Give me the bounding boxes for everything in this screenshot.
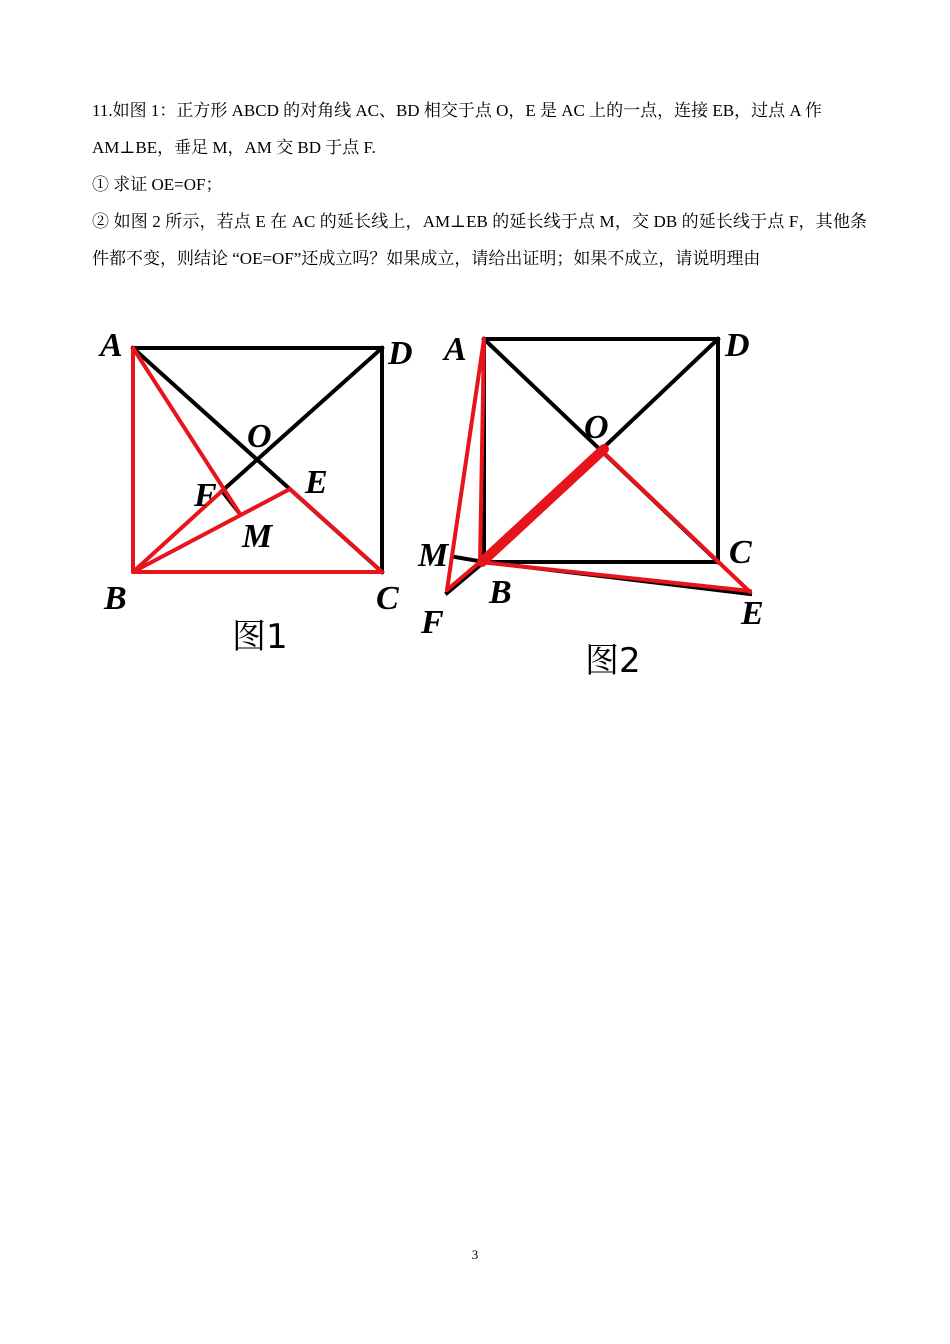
problem-part-1: ① 求证 OE=OF； <box>92 175 223 194</box>
fig1-caption: 图1 <box>232 617 288 657</box>
fig2-label-m: M <box>418 537 449 574</box>
fig1-label-f: F <box>194 477 217 514</box>
problem-part-2: ② 如图 2 所示，若点 E 在 AC 的延长线上，AM⊥EB 的延长线于点 M，交 DB 的延长线于点 F，其他条件都不变，则结论 “OE=OF”还成立吗？如果成立，请给出证明；如果不成立，请说明理由 <box>92 212 867 268</box>
fig2-diagonal-do <box>601 339 718 450</box>
fig2-label-f: F <box>421 604 444 641</box>
fig2-segment-bf <box>447 562 484 593</box>
fig1-label-b: B <box>104 580 127 617</box>
fig2-label-d: D <box>725 327 750 364</box>
fig2-label-o: O <box>584 409 609 446</box>
fig2-segment-ob-thick <box>482 449 604 562</box>
fig2-label-c: C <box>729 534 752 571</box>
problem-line-2: AM⊥BE，垂足 M，AM 交 BD 于点 F. <box>92 138 376 157</box>
fig1-label-c: C <box>376 580 399 617</box>
fig2-segment-oe <box>601 450 750 592</box>
problem-line-1: 11.如图 1：正方形 ABCD 的对角线 AC、BD 相交于点 O，E 是 AC 上的一点，连接 EB，过点 A 作 <box>92 101 822 120</box>
fig1-label-m: M <box>242 518 273 555</box>
fig1-diagonal-db <box>222 348 382 491</box>
page-number: 3 <box>471 1247 479 1262</box>
fig1-label-d: D <box>388 335 413 372</box>
fig2-label-b: B <box>489 574 512 611</box>
fig1-label-o: O <box>247 418 272 455</box>
fig2-caption: 图2 <box>585 641 641 681</box>
fig1-segment-ec <box>290 489 382 572</box>
fig1-label-e: E <box>305 464 328 501</box>
figure-1 <box>98 327 413 657</box>
fig2-label-e: E <box>741 595 764 632</box>
fig1-label-a: A <box>100 327 123 364</box>
fig2-label-a: A <box>444 331 467 368</box>
figure-2 <box>417 327 764 681</box>
fig2-segment-be-red <box>480 562 750 591</box>
